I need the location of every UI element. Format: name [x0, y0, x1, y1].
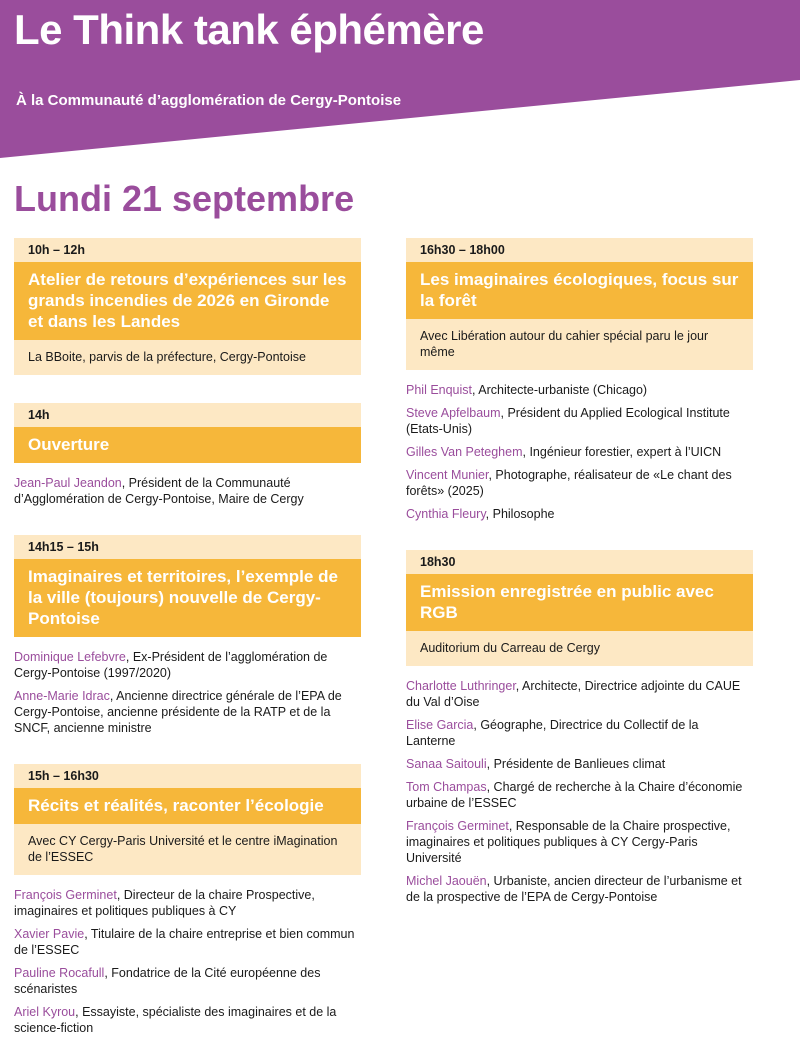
event-block [406, 238, 753, 522]
speaker-name: Vincent Munier [406, 468, 489, 482]
event-block [406, 550, 753, 905]
speaker-role: , Présidente de Banlieues climat [486, 757, 666, 771]
speaker-name: Tom Champas [406, 780, 487, 794]
speaker-role: , Essayiste, spécialiste des imaginaires et de la science-fiction [14, 1005, 337, 1035]
speaker-name: Elise Garcia [406, 718, 474, 732]
speaker-entry [406, 506, 753, 522]
event-block [14, 403, 361, 507]
speaker-name: Michel Jaouën [406, 874, 487, 888]
left-column [14, 238, 361, 1060]
speaker-entry [406, 444, 753, 460]
event-block [14, 238, 361, 375]
speaker-name: Gilles Van Peteghem [406, 445, 523, 459]
speaker-role: , Titulaire de la chaire entreprise et bien commun de l’ESSEC [14, 927, 355, 957]
event-time: 14h15 – 15h [14, 535, 361, 559]
speaker-role: , Architecte, Directrice adjointe du CAUE du Val d’Oise [406, 679, 741, 709]
speaker-name: Pauline Rocafull [14, 966, 105, 980]
speaker-list [14, 637, 361, 736]
event-title: Emission enregistrée en public avec RGB [406, 574, 753, 631]
right-column [406, 238, 753, 933]
event-time: 18h30 [406, 550, 753, 574]
event-place: La BBoite, parvis de la préfecture, Cergy-Pontoise [14, 340, 361, 375]
speaker-entry [406, 818, 753, 866]
event-title: Les imaginaires écologiques, focus sur la forêt [406, 262, 753, 319]
speaker-role: , Architecte-urbaniste (Chicago) [472, 383, 648, 397]
speaker-role: , Responsable de la Chaire prospective, imaginaires et politiques publiques à CY Cergy-Paris Université [406, 819, 731, 865]
speaker-list [14, 875, 361, 1036]
speaker-entry [406, 405, 753, 437]
speaker-list [406, 666, 753, 905]
speaker-name: Ariel Kyrou [14, 1005, 76, 1019]
speaker-entry [406, 717, 753, 749]
speaker-entry [406, 779, 753, 811]
day-heading: Lundi 21 septembre [14, 178, 355, 219]
speaker-name: François Germinet [406, 819, 509, 833]
speaker-entry [14, 926, 361, 958]
speaker-name: François Germinet [14, 888, 117, 902]
speaker-entry [406, 756, 753, 772]
page-title: Le Think tank éphémère [14, 6, 484, 53]
event-title: Récits et réalités, raconter l’écologie [14, 788, 361, 824]
event-place: Avec Libération autour du cahier spécial paru le jour même [406, 319, 753, 370]
page-subtitle: À la Communauté d’agglomération de Cergy-Pontoise [16, 92, 402, 109]
event-time: 10h – 12h [14, 238, 361, 262]
event-place: Auditorium du Carreau de Cergy [406, 631, 753, 666]
speaker-role: , Fondatrice de la Cité européenne des scénaristes [14, 966, 321, 996]
speaker-role: , Ex-Président de l’agglomération de Cergy-Pontoise (1997/2020) [14, 650, 328, 680]
speaker-entry [14, 649, 361, 681]
event-block [14, 535, 361, 736]
speaker-name: Phil Enquist [406, 383, 473, 397]
speaker-entry [406, 678, 753, 710]
event-title: Imaginaires et territoires, l’exemple de la ville (toujours) nouvelle de Cergy-Pontoise [14, 559, 361, 637]
header-banner [0, 0, 800, 160]
speaker-name: Dominique Lefebvre [14, 650, 126, 664]
speaker-role: , Photographe, réalisateur de «Le chant des forêts» (2025) [406, 468, 732, 498]
speaker-entry [406, 382, 753, 398]
speaker-entry [406, 873, 753, 905]
speaker-name: Jean-Paul Jeandon [14, 476, 122, 490]
speaker-role: , Géographe, Directrice du Collectif de la Lanterne [406, 718, 699, 748]
event-title: Atelier de retours d’expériences sur les grands incendies de 2026 en Gironde et dans les Landes [14, 262, 361, 340]
speaker-name: Sanaa Saitouli [406, 757, 487, 771]
speaker-list [14, 463, 361, 507]
event-time: 16h30 – 18h00 [406, 238, 753, 262]
speaker-name: Cynthia Fleury [406, 507, 486, 521]
speaker-entry [14, 887, 361, 919]
event-time: 15h – 16h30 [14, 764, 361, 788]
speaker-role: , Ancienne directrice générale de l’EPA de Cergy-Pontoise, ancienne présidente de la RATP et de la SNCF, ancienne ministre [14, 689, 342, 735]
event-title: Ouverture [14, 427, 361, 463]
event-time: 14h [14, 403, 361, 427]
speaker-entry [14, 1004, 361, 1036]
speaker-entry [14, 688, 361, 736]
speaker-name: Xavier Pavie [14, 927, 85, 941]
speaker-role: , Urbaniste, ancien directeur de l’urbanisme et de la prospective de l’EPA de Cergy-Pontoise [406, 874, 742, 904]
event-place: Avec CY Cergy-Paris Université et le centre iMagination de l’ESSEC [14, 824, 361, 875]
speaker-entry [406, 467, 753, 499]
speaker-role: , Chargé de recherche à la Chaire d’économie urbaine de l’ESSEC [406, 780, 743, 810]
speaker-role: , Président de la Communauté d’Agglomération de Cergy-Pontoise, Maire de Cergy [14, 476, 304, 506]
speaker-role: , Directeur de la chaire Prospective, imaginaires et politiques publiques à CY [14, 888, 315, 918]
speaker-name: Anne-Marie Idrac [14, 689, 110, 703]
speaker-role: , Président du Applied Ecological Institute (Etats-Unis) [406, 406, 730, 436]
speaker-name: Steve Apfelbaum [406, 406, 501, 420]
speaker-role: , Philosophe [485, 507, 555, 521]
speaker-entry [14, 475, 361, 507]
speaker-list [406, 370, 753, 522]
event-block [14, 764, 361, 1036]
speaker-role: , Ingénieur forestier, expert à l’UICN [522, 445, 722, 459]
speaker-name: Charlotte Luthringer [406, 679, 516, 693]
speaker-entry [14, 965, 361, 997]
